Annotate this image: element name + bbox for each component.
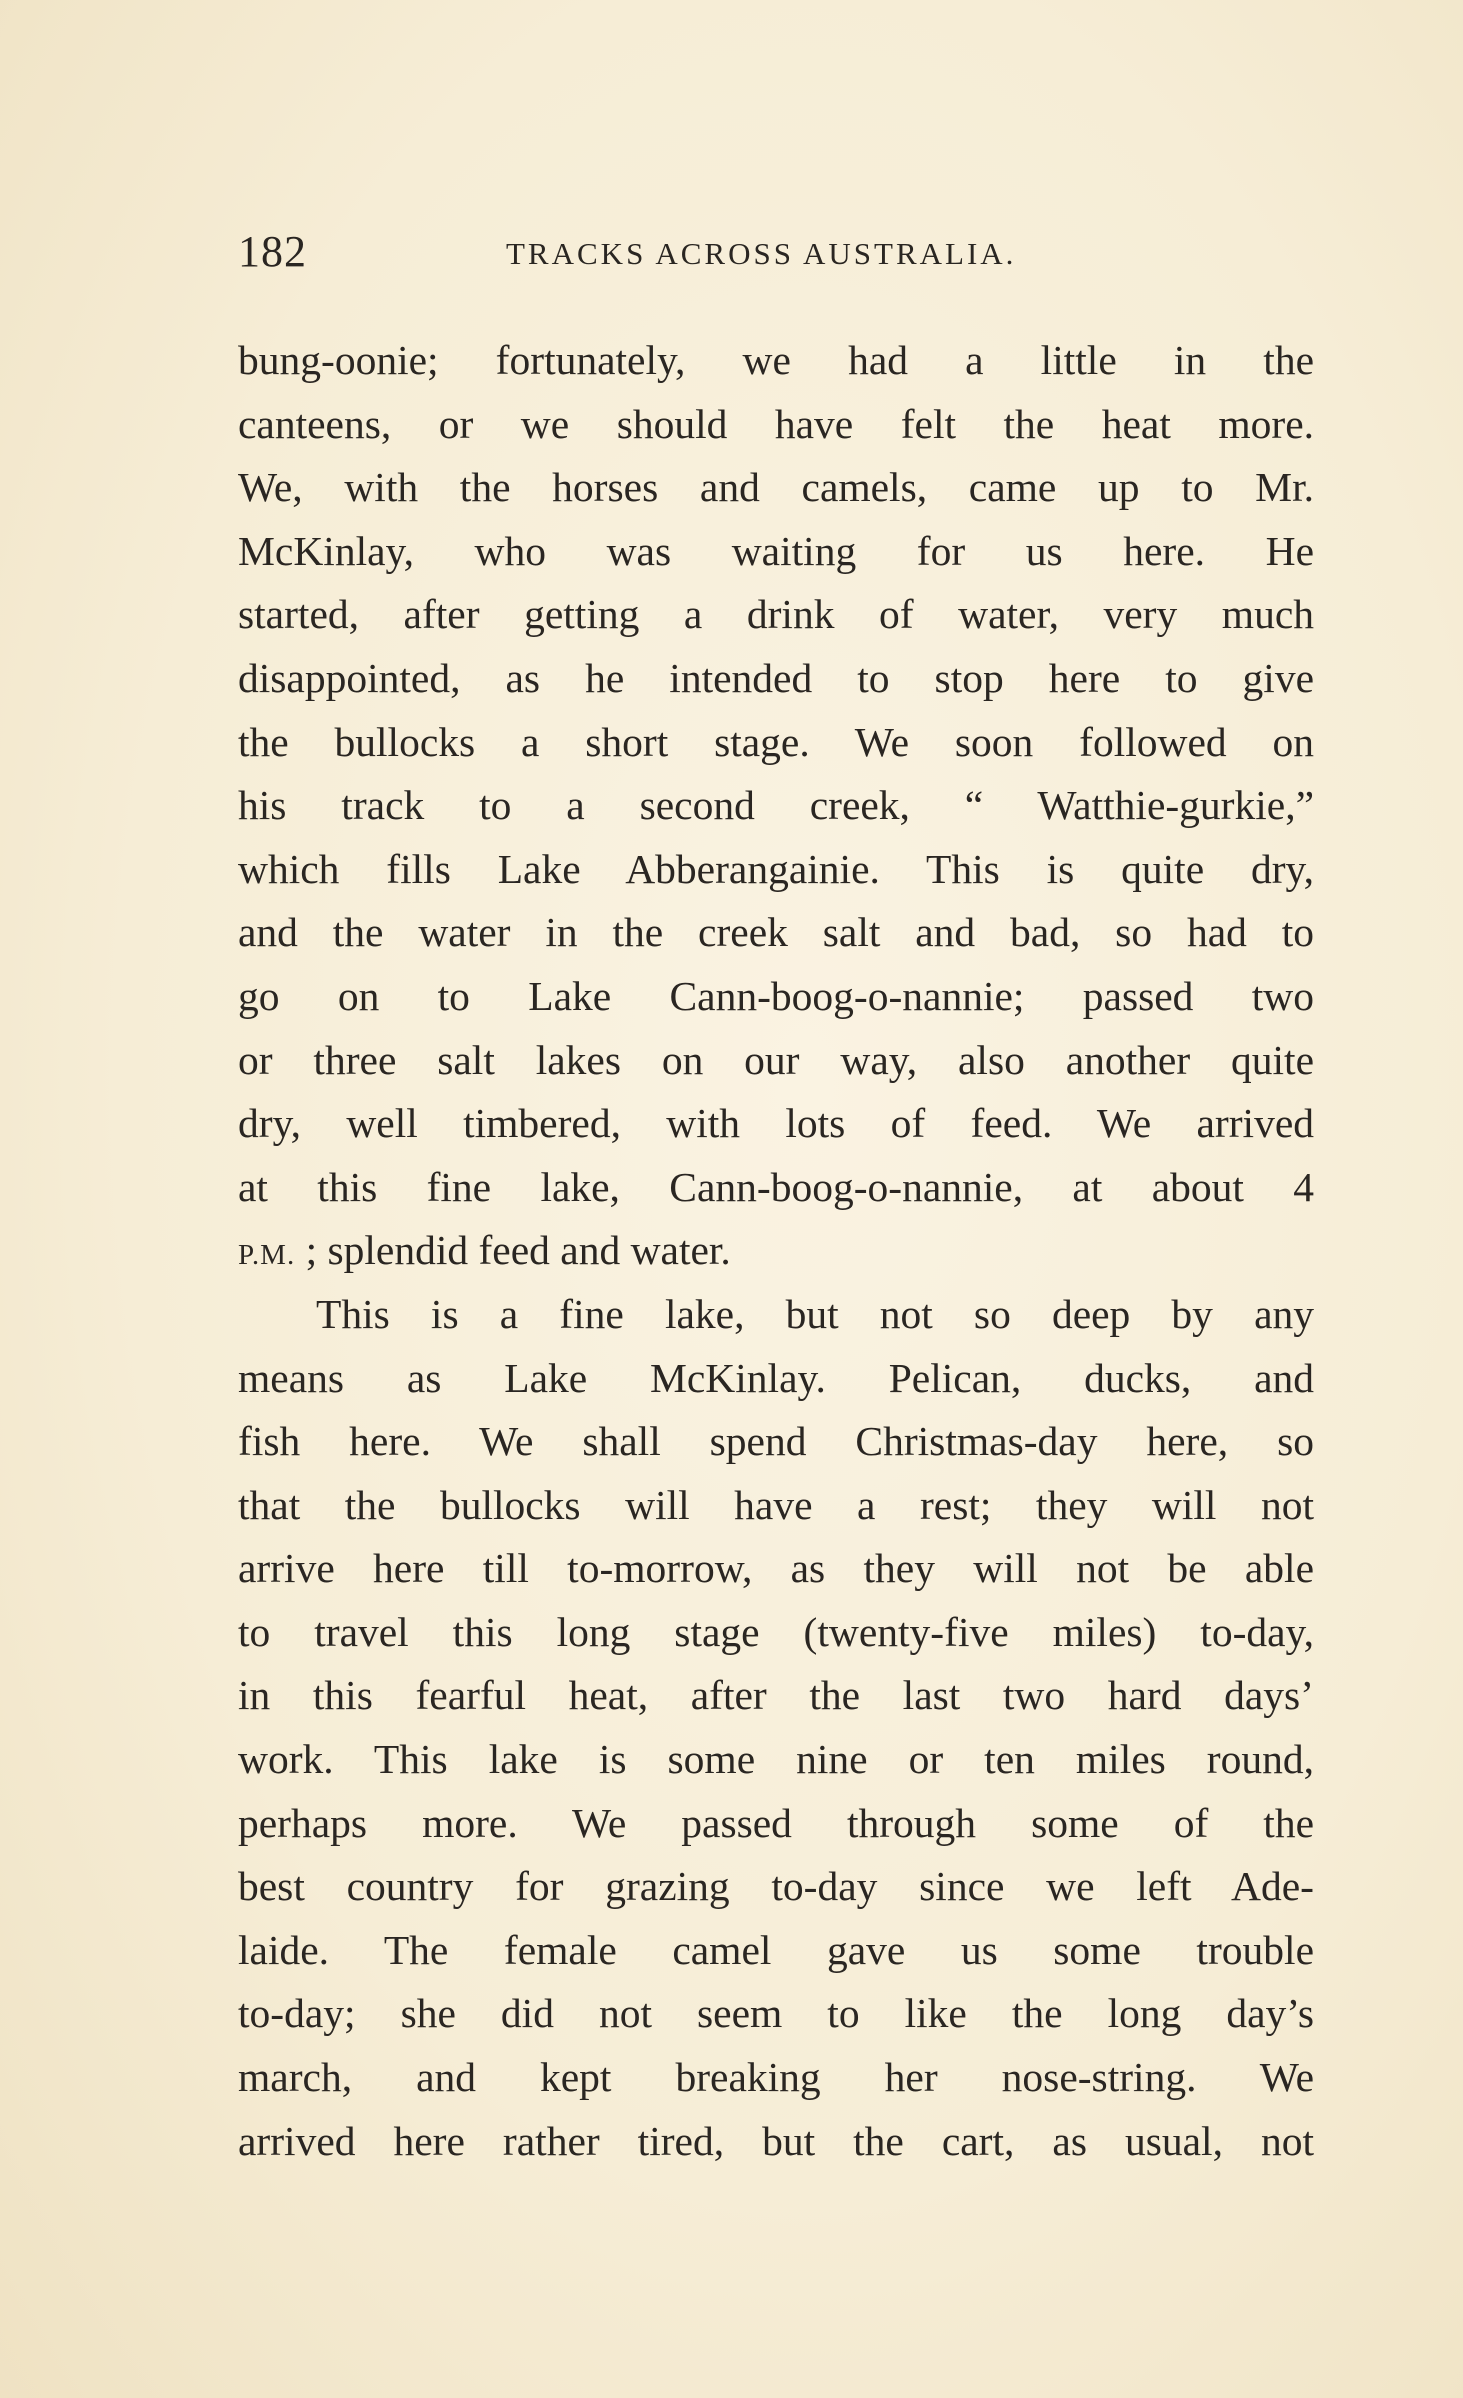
text-line: that the bullocks will have a rest; they will not — [238, 1481, 1314, 1528]
text-line: which fills Lake Abberangainie. This is quite dry, — [238, 845, 1314, 892]
text-line: laide. The female camel gave us some trouble — [238, 1926, 1314, 1973]
text-line: dry, well timbered, with lots of feed. We arrived — [238, 1100, 1314, 1147]
text-line: and the water in the creek salt and bad, so had to — [238, 909, 1314, 956]
running-title: TRACKS ACROSS AUSTRALIA. — [506, 236, 1017, 271]
paragraph-first-line: This is a fine lake, but not so deep by any — [316, 1290, 1314, 1337]
body-text — [238, 329, 1314, 2173]
text-line: arrived here rather tired, but the cart, as usual, not — [238, 2117, 1314, 2164]
text-line: We, with the horses and camels, came up to Mr. — [238, 464, 1314, 511]
text-line: McKinlay, who was waiting for us here. He — [238, 527, 1314, 574]
text-line: disappointed, as he intended to stop here to give — [238, 654, 1314, 701]
text-line: the bullocks a short stage. We soon followed on — [238, 718, 1314, 765]
page-number: 182 — [238, 227, 307, 276]
text-line: to travel this long stage (twenty-five miles) to-day, — [238, 1608, 1314, 1655]
text-line: march, and kept breaking her nose-string. We — [238, 2054, 1314, 2101]
text-line: to-day; she did not seem to like the long day’s — [238, 1990, 1314, 2037]
text-fragment: ; splendid feed and water. — [295, 1227, 731, 1274]
text-line: canteens, or we should have felt the heat more. — [238, 400, 1314, 447]
text-line: at this fine lake, Cann-boog-o-nannie, at about 4 — [238, 1163, 1314, 1210]
text-line: perhaps more. We passed through some of the — [238, 1799, 1314, 1846]
text-line: bung-oonie; fortunately, we had a little in the — [238, 337, 1314, 383]
text-line: go on to Lake Cann-boog-o-nannie; passed two — [238, 972, 1314, 1019]
text-line: arrive here till to-morrow, as they will not be able — [238, 1545, 1314, 1592]
text-line: means as Lake McKinlay. Pelican, ducks, and — [238, 1354, 1314, 1401]
text-line: or three salt lakes on our way, also another quite — [238, 1036, 1314, 1083]
text-line: best country for grazing to-day since we left Ade- — [238, 1863, 1314, 1910]
text-line: his track to a second creek, “ Watthie-gurkie,” — [238, 782, 1314, 829]
running-head — [238, 222, 1318, 282]
text-line — [238, 1219, 1314, 1283]
pm-abbreviation: P.M. — [238, 1239, 296, 1272]
text-line: started, after getting a drink of water, very much — [238, 591, 1314, 638]
text-line: in this fearful heat, after the last two hard days’ — [238, 1672, 1314, 1719]
text-line: fish here. We shall spend Christmas-day here, so — [238, 1418, 1314, 1465]
text-line: work. This lake is some nine or ten miles round, — [238, 1736, 1314, 1783]
